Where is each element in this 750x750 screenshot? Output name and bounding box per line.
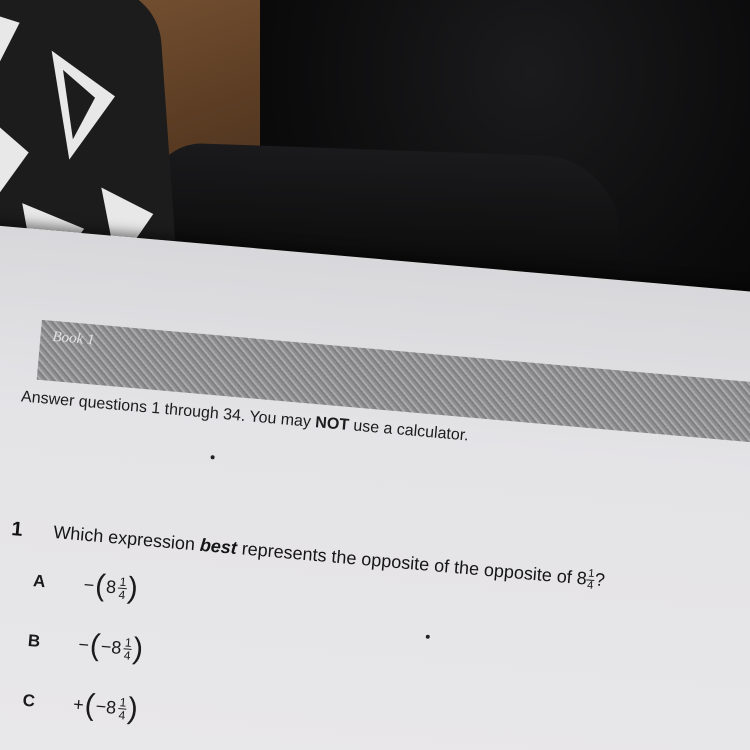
choice-a <box>32 565 139 604</box>
left-paren: ( <box>88 628 102 663</box>
fraction-den: 4 <box>117 587 126 602</box>
choice-sign: + <box>72 693 85 715</box>
instructions-prefix: Answer questions 1 through 34. You may <box>20 388 317 432</box>
choice-sign: − <box>82 574 96 595</box>
question-text-before: Which expression <box>52 521 201 555</box>
choice-letter: C <box>21 690 36 711</box>
choice-expression <box>72 689 139 725</box>
fraction-num: 1 <box>124 634 133 650</box>
choice-c <box>21 685 139 725</box>
question-number: 1 <box>10 518 24 541</box>
choice-inner: −8 <box>94 695 118 718</box>
choice-expression <box>77 629 144 665</box>
right-paren: ) <box>131 632 145 666</box>
question-fraction-num: 1 <box>587 567 595 580</box>
right-paren: ) <box>126 571 140 606</box>
choice-sign: − <box>77 633 90 655</box>
fraction-den: 4 <box>123 647 132 663</box>
book-label: Book 1 <box>51 328 96 349</box>
test-paper <box>0 225 750 750</box>
fraction-num: 1 <box>119 694 128 710</box>
fraction-num: 1 <box>119 574 127 589</box>
choice-expression <box>82 570 139 605</box>
question-mark: ? <box>594 569 606 591</box>
pencil-dot <box>210 455 214 459</box>
choice-inner: 8 <box>105 576 118 597</box>
choice-b <box>27 625 145 665</box>
question-fraction-den: 4 <box>586 579 594 592</box>
instructions-suffix: use a calculator. <box>348 417 470 445</box>
left-paren: ( <box>83 688 97 722</box>
fraction-den: 4 <box>117 707 126 723</box>
choice-inner: −8 <box>100 635 123 658</box>
question-text-emphasis: best <box>199 534 238 558</box>
right-paren: ) <box>126 691 140 726</box>
choice-letter: B <box>27 630 42 651</box>
left-paren: ( <box>93 568 107 603</box>
instructions-emphasis: NOT <box>314 414 350 435</box>
pencil-dot <box>426 635 430 639</box>
question-text-after: represents the opposite of the opposite of 8 <box>235 538 588 589</box>
choice-letter: A <box>32 570 47 591</box>
